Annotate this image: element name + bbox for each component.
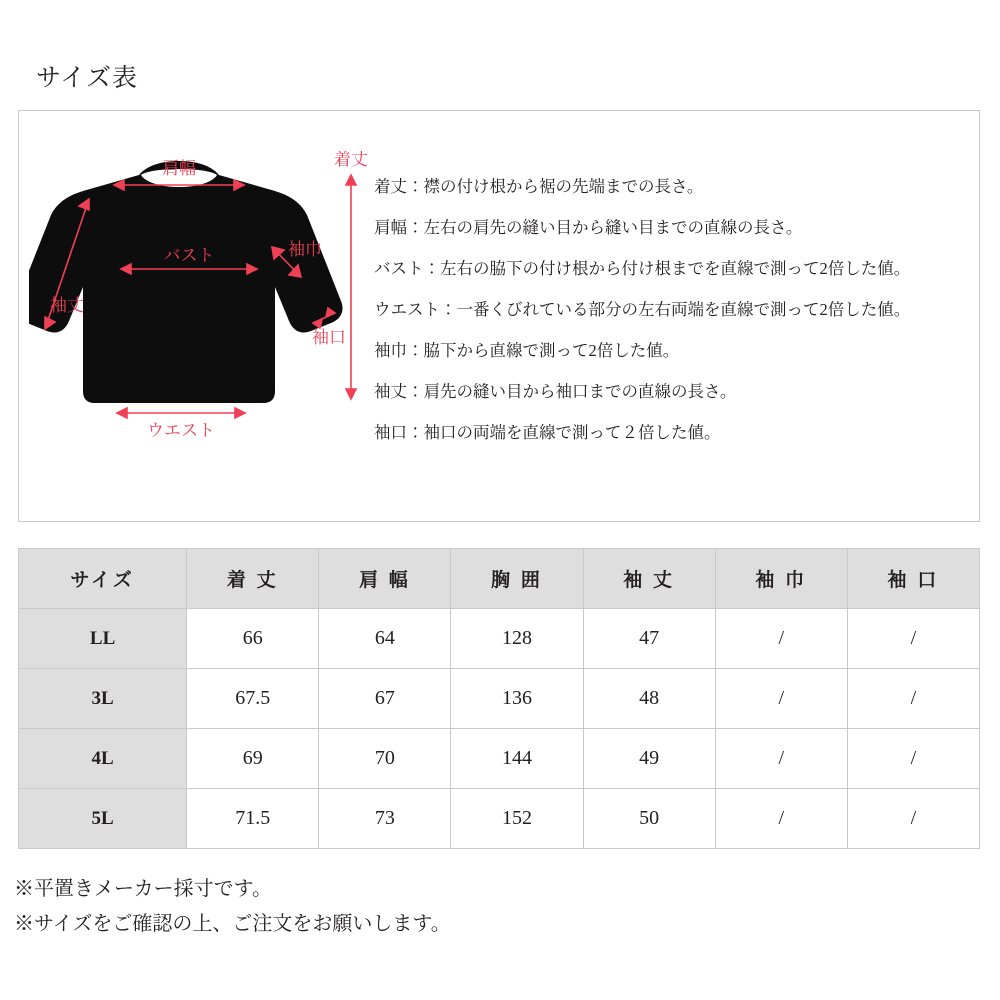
table-header-sleeve-width: 袖 巾 bbox=[715, 549, 847, 609]
cell-cuff: / bbox=[847, 729, 979, 789]
note-sleeve-width: 袖巾：脇下から直線で測って2倍した値。 bbox=[374, 341, 680, 360]
note-bust: バスト：左右の脇下の付け根から付け根までを直線で測って2倍した値。 bbox=[374, 259, 911, 278]
label-sleeve-length: 袖丈 bbox=[50, 296, 84, 315]
diagram-panel bbox=[18, 110, 980, 522]
cell-shoulder: 64 bbox=[319, 609, 451, 669]
page-title: サイズ表 bbox=[36, 65, 139, 92]
table-header-size: サイズ bbox=[19, 549, 187, 609]
label-cuff: 袖口 bbox=[312, 328, 346, 347]
cell-length: 67.5 bbox=[187, 669, 319, 729]
cell-cuff: / bbox=[847, 789, 979, 849]
cell-sleeve-length: 49 bbox=[583, 729, 715, 789]
table-header-shoulder: 肩 幅 bbox=[319, 549, 451, 609]
row-size: 5L bbox=[19, 789, 187, 849]
cell-shoulder: 67 bbox=[319, 669, 451, 729]
row-size: 3L bbox=[19, 669, 187, 729]
garment-shape bbox=[29, 161, 343, 403]
cell-chest: 152 bbox=[451, 789, 583, 849]
measurement-notes bbox=[374, 166, 969, 453]
cell-sleeve-width: / bbox=[715, 669, 847, 729]
note-shoulder: 肩幅：左右の肩先の縫い目から縫い目までの直線の長さ。 bbox=[374, 218, 803, 237]
label-sleeve-width: 袖巾 bbox=[288, 240, 322, 259]
cell-cuff: / bbox=[847, 609, 979, 669]
footnote-measurement: ※平置きメーカー採寸です。 bbox=[14, 878, 272, 900]
label-shoulder: 肩幅 bbox=[162, 159, 196, 178]
cell-shoulder: 70 bbox=[319, 729, 451, 789]
cell-sleeve-width: / bbox=[715, 729, 847, 789]
table-header-row bbox=[19, 549, 980, 609]
label-bust: バスト bbox=[163, 246, 215, 265]
table-header-cuff: 袖 口 bbox=[847, 549, 979, 609]
table-row bbox=[19, 729, 980, 789]
cell-length: 71.5 bbox=[187, 789, 319, 849]
cell-length: 66 bbox=[187, 609, 319, 669]
table-row bbox=[19, 789, 980, 849]
label-length: 着丈 bbox=[334, 151, 368, 169]
size-table bbox=[18, 548, 980, 849]
cell-shoulder: 73 bbox=[319, 789, 451, 849]
table-header-chest: 胸 囲 bbox=[451, 549, 583, 609]
note-waist: ウエスト：一番くびれている部分の左右両端を直線で測って2倍した値。 bbox=[374, 300, 911, 319]
row-size: LL bbox=[19, 609, 187, 669]
cell-length: 69 bbox=[187, 729, 319, 789]
cell-sleeve-length: 50 bbox=[583, 789, 715, 849]
table-row bbox=[19, 669, 980, 729]
cell-chest: 136 bbox=[451, 669, 583, 729]
footnotes bbox=[14, 872, 914, 942]
table-header-sleeve-length: 袖 丈 bbox=[583, 549, 715, 609]
cell-sleeve-length: 47 bbox=[583, 609, 715, 669]
label-waist: ウエスト bbox=[147, 421, 215, 440]
cell-chest: 128 bbox=[451, 609, 583, 669]
footnote-confirm-size: ※サイズをご確認の上、ご注文をお願いします。 bbox=[14, 913, 451, 935]
garment-diagram bbox=[29, 151, 369, 481]
table-row bbox=[19, 609, 980, 669]
row-size: 4L bbox=[19, 729, 187, 789]
note-cuff: 袖口：袖口の両端を直線で測って２倍した値。 bbox=[374, 423, 721, 442]
table-header-length: 着 丈 bbox=[187, 549, 319, 609]
cell-chest: 144 bbox=[451, 729, 583, 789]
note-length: 着丈：襟の付け根から裾の先端までの長さ。 bbox=[374, 177, 704, 196]
cell-sleeve-length: 48 bbox=[583, 669, 715, 729]
note-sleeve-length: 袖丈：肩先の縫い目から袖口までの直線の長さ。 bbox=[374, 382, 737, 401]
cell-sleeve-width: / bbox=[715, 609, 847, 669]
cell-sleeve-width: / bbox=[715, 789, 847, 849]
cell-cuff: / bbox=[847, 669, 979, 729]
